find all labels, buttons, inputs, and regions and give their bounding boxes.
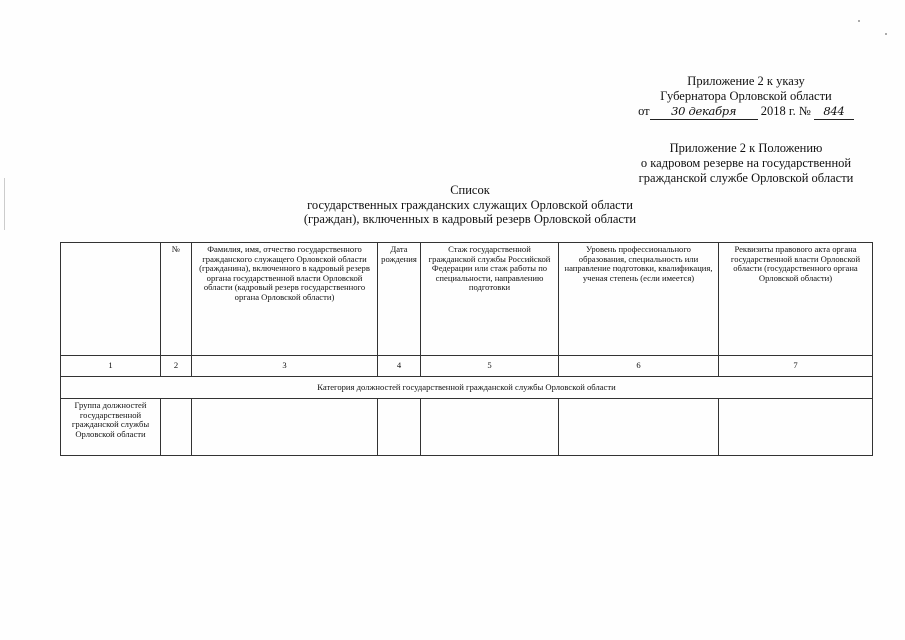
- column-number: 2: [161, 356, 192, 377]
- column-number: 5: [421, 356, 559, 377]
- scan-speck: [4, 178, 5, 230]
- handwritten-number: 844: [814, 104, 854, 120]
- table-category-row: [61, 377, 873, 399]
- empty-cell: [378, 399, 421, 456]
- empty-cell: [421, 399, 559, 456]
- header-cell-full-name: Фамилия, имя, отчество государственного гражданского служащего Орловской области (гражданина), включенного в кадровый резерв органа государственной власти Орловской области (кадровый резерв государственного органа Орловской области): [192, 243, 378, 356]
- table-number-row: [61, 356, 873, 377]
- annex-reg-line2: о кадровом резерве на государственной: [640, 156, 852, 170]
- header-cell-legal-act: Реквизиты правового акта органа государственной власти Орловской области (государственного органа Орловской области): [719, 243, 873, 356]
- header-cell-number: №: [161, 243, 192, 356]
- annex-order-signature-line: [596, 104, 896, 120]
- annex-reg-line1: Приложение 2 к Положению: [669, 141, 823, 155]
- year-text: 2018 г. №: [760, 104, 811, 118]
- header-cell-birth-date: Дата рождения: [378, 243, 421, 356]
- category-cell: Категория должностей государственной гражданской службы Орловской области: [61, 377, 873, 399]
- from-prefix: от: [638, 104, 650, 118]
- header-cell-experience: Стаж государственной гражданской службы Российской Федерации или стаж работы по специальности, направлению подготовки: [421, 243, 559, 356]
- annex-regulation-block: [596, 141, 896, 186]
- title-line2: государственных гражданских служащих Орловской области: [307, 197, 633, 212]
- empty-cell: [559, 399, 719, 456]
- empty-cell: [192, 399, 378, 456]
- empty-cell: [161, 399, 192, 456]
- column-number: 6: [559, 356, 719, 377]
- table-header-row: [61, 243, 873, 356]
- empty-cell: [719, 399, 873, 456]
- column-number: 3: [192, 356, 378, 377]
- scan-speck: [858, 20, 860, 22]
- table-row: [61, 399, 873, 456]
- reserve-table: [60, 242, 873, 456]
- column-number: 7: [719, 356, 873, 377]
- column-number: 4: [378, 356, 421, 377]
- annex-reg-line3: гражданской службе Орловской области: [638, 171, 854, 185]
- annex-order-block: [596, 74, 896, 120]
- handwritten-date: 30 декабря: [650, 104, 758, 120]
- group-label-cell: Группа должностей государственной гражданской службы Орловской области: [61, 399, 161, 456]
- title-line1: Список: [450, 183, 490, 197]
- document-title: [260, 183, 680, 227]
- column-number: 1: [61, 356, 161, 377]
- annex-order-line2: Губернатора Орловской области: [660, 89, 832, 103]
- scan-speck: [885, 33, 887, 35]
- title-line3: (граждан), включенных в кадровый резерв Орловской области: [303, 212, 637, 226]
- annex-order-line1: Приложение 2 к указу: [687, 74, 805, 88]
- header-cell-education: Уровень профессионального образования, специальность или направление подготовки, квалификация, ученая степень (если имеется): [559, 243, 719, 356]
- header-cell-group: [61, 243, 161, 356]
